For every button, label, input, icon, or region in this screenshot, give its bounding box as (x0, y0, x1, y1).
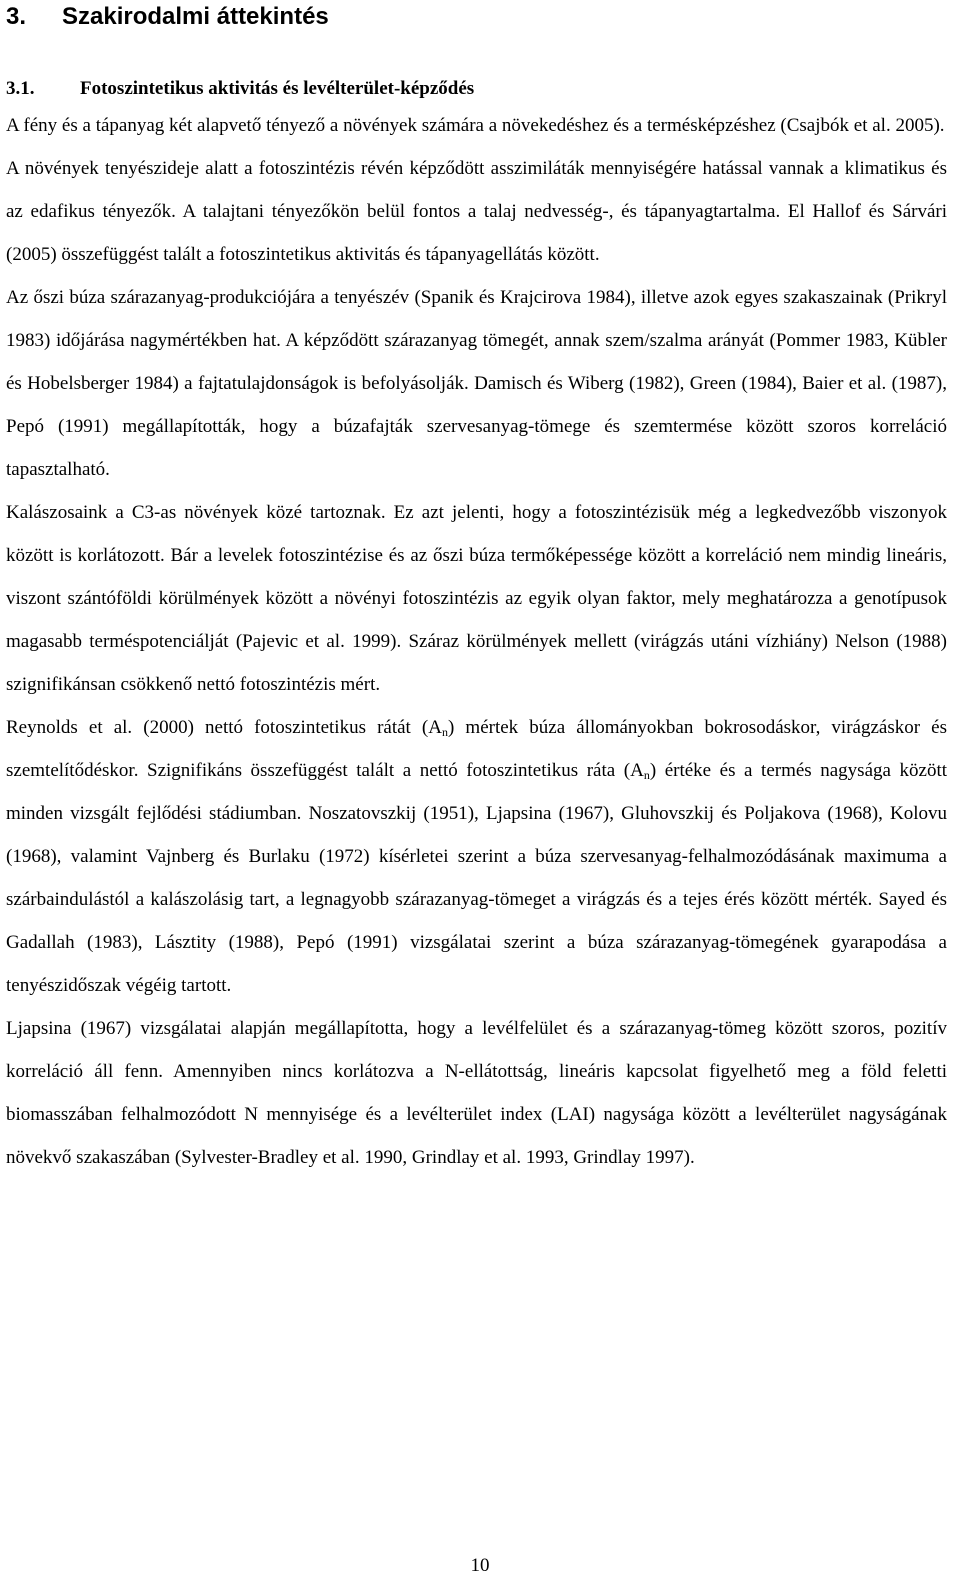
paragraph-5-part-2: ) mértek búza állományokban bokrosodáskor, virágzáskor és szemtelítődéskor. Szignifikáns összefüggést talált a nettó fotoszintetikus ráta (A (6, 717, 947, 781)
subscript-n: n (441, 725, 448, 739)
section-heading (6, 77, 947, 101)
paragraph-1: A fény és a tápanyag két alapvető tényező a növények számára a növekedéshez és a termésképzéshez (Csajbók et al. 2005). (6, 115, 945, 136)
chapter-title: Szakirodalmi áttekintés (62, 3, 329, 30)
paragraph-5 (6, 706, 947, 1007)
paragraph-4: Kalászosaink a C3-as növények közé tartoznak. Ez azt jelenti, hogy a fotoszintézisük még a legkedvezőbb viszonyok között is korlátozott. Bár a levelek fotoszintézise és az őszi búza termőképessége között a korreláció nem mindig lineáris, viszont szántóföldi körülmények között a növényi fotoszintézis az egyik olyan faktor, mely meghatározza a genotípusok magasabb terméspotenciálját (Pajevic et al. 1999). Száraz körülmények mellett (virágzás utáni vízhiány) Nelson (1988) szignifikánsan csökkenő nettó fotoszintézis mért. (6, 502, 947, 695)
chapter-heading (6, 2, 947, 32)
paragraph-6: Ljapsina (1967) vizsgálatai alapján megállapította, hogy a levélfelület és a szárazanyag-tömeg között szoros, pozitív korreláció áll fenn. Amennyiben nincs korlátozva a N-ellátottság, lineáris kapcsolat figyelhető meg a föld feletti biomasszában felhalmozódott N mennyisége és a levélterület index (LAI) nagysága között a levélterület nagyságának növekvő szakaszában (Sylvester-Bradley et al. 1990, Grindlay et al. 1993, Grindlay 1997). (6, 1018, 947, 1168)
paragraph-5-part-1: Reynolds et al. (2000) nettó fotoszintetikus rátát (A (6, 717, 442, 738)
document-page (6, 0, 947, 1179)
paragraph-3: Az őszi búza szárazanyag-produkciójára a tenyészév (Spanik és Krajcirova 1984), illetve azok egyes szakaszainak (Prikryl 1983) időjárása nagymértékben hat. A képződött szárazanyag tömegét, annak szem/szalma arányát (Pommer 1983, Kübler és Hobelsberger 1984) a fajtatulajdonságok is befolyásolják. Damisch és Wiberg (1982), Green (1984), Baier et al. (1987), Pepó (1991) megállapították, hogy a búzafajták szervesanyag-tömege és szemtermése között szoros korreláció tapasztalható. (6, 287, 947, 480)
section-title: Fotoszintetikus aktivitás és levélterület-képződés (80, 78, 475, 99)
paragraph-2: A növények tenyészideje alatt a fotoszintézis révén képződött asszimiláták mennyiségére hatással vannak a klimatikus és az edafikus tényezők. A talajtani tényezőkön belül fontos a talaj nedvesség-, és tápanyagtartalma. El Hallof és Sárvári (2005) összefüggést talált a fotoszintetikus aktivitás és tápanyagellátás között. (6, 158, 947, 265)
page-number: 10 (470, 1555, 490, 1576)
subscript-n: n (643, 768, 650, 782)
chapter-number: 3. (6, 3, 27, 30)
section-number: 3.1. (6, 78, 35, 99)
paragraph-5-part-3: ) értéke és a termés nagysága között minden vizsgált fejlődési stádiumban. Noszatovszkij (1951), Ljapsina (1967), Gluhovszkij és Poljakova (1968), Kolovu (1968), valamint Vajnberg és Burlaku (1972) kísérletei szerint a búza szervesanyag-felhalmozódásának maximuma a szárbaindulástól a kalászolásig tart, a legnagyobb szárazanyag-tömeget a virágzás és a tejes érés között mérték. Sayed és Gadallah (1983), Lásztity (1988), Pepó (1991) vizsgálatai szerint a búza szárazanyag-tömegének gyarapodása a tenyészidőszak végéig tartott. (6, 760, 947, 996)
